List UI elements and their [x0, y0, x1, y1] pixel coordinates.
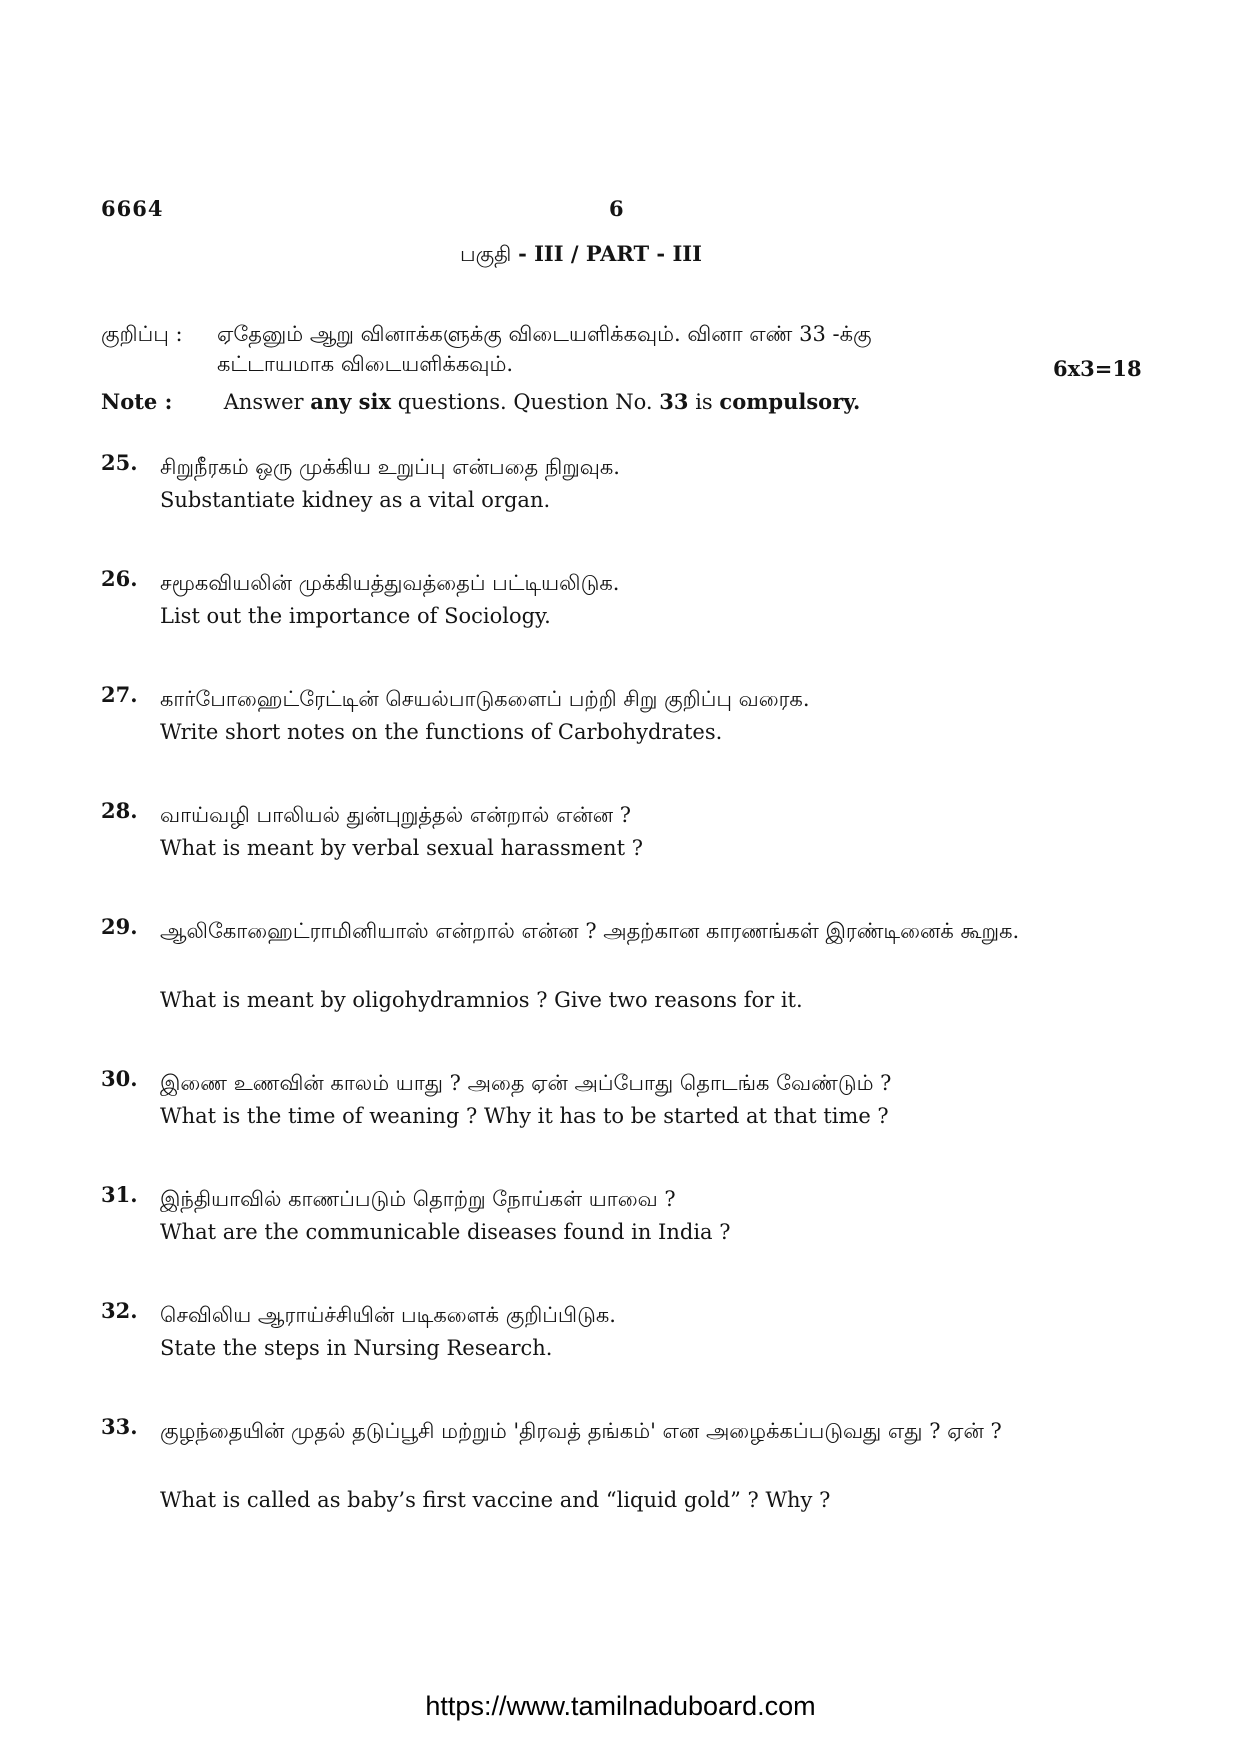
- question-english: What is meant by oligohydramnios ? Give two reasons for it.: [160, 988, 803, 1012]
- question-tamil: இணை உணவின் காலம் யாது ? அதை ஏன் அப்போது தொடங்க வேண்டும் ?: [160, 1071, 892, 1095]
- question-tamil: ஆலிகோஹைட்ராமினியாஸ் என்றால் என்ன ? அதற்கான காரணங்கள் இரண்டினைக் கூறுக.: [160, 919, 1020, 943]
- question-english: Write short notes on the functions of Carbohydrates.: [160, 720, 723, 744]
- question-english: What is meant by verbal sexual harassment ?: [160, 836, 643, 860]
- question-number: 29.: [101, 914, 138, 939]
- note-text: is: [695, 390, 713, 414]
- question-english: List out the importance of Sociology.: [160, 604, 551, 628]
- note-label: Note :: [101, 389, 173, 414]
- note-emphasis: any six: [310, 389, 392, 414]
- question-tamil: சமூகவியலின் முக்கியத்துவத்தைப் பட்டியலிடுக.: [160, 571, 620, 595]
- tamil-instruction: [101, 316, 872, 352]
- part-title-tamil: பகுதி: [460, 242, 512, 266]
- part-title: [460, 241, 702, 269]
- tamil-instruction-line1: ஏதேனும் ஆறு வினாக்களுக்கு விடையளிக்கவும். வினா எண் 33 -க்கு: [217, 322, 872, 346]
- part-title-english: - III / PART - III: [518, 241, 702, 266]
- question-number: 27.: [101, 682, 138, 707]
- question-number: 25.: [101, 450, 138, 475]
- question-tamil: இந்தியாவில் காணப்படும் தொற்று நோய்கள் யாவை ?: [160, 1187, 676, 1211]
- paper-code: 6664: [101, 196, 164, 221]
- tamil-instruction-label: குறிப்பு :: [101, 322, 183, 346]
- note-emphasis: 33: [659, 389, 689, 414]
- note-emphasis: compulsory.: [719, 389, 861, 414]
- page-number: 6: [609, 196, 624, 221]
- question-english: State the steps in Nursing Research.: [160, 1336, 553, 1360]
- footer-url: https://www.tamilnaduboard.com: [425, 1691, 816, 1721]
- question-number: 26.: [101, 566, 138, 591]
- question-english: What are the communicable diseases found in India ?: [160, 1220, 731, 1244]
- note-text: questions. Question No.: [397, 390, 653, 414]
- question-number: 28.: [101, 798, 138, 823]
- english-note: [101, 389, 860, 414]
- note-text: Answer: [223, 390, 304, 414]
- tamil-instruction-line2: கட்டாயமாக விடையளிக்கவும்.: [217, 352, 514, 376]
- question-tamil: செவிலிய ஆராய்ச்சியின் படிகளைக் குறிப்பிடுக.: [160, 1303, 616, 1327]
- marks-allocation: 6x3=18: [1053, 356, 1142, 381]
- question-english: Substantiate kidney as a vital organ.: [160, 488, 551, 512]
- question-tamil: வாய்வழி பாலியல் துன்புறுத்தல் என்றால் என்ன ?: [160, 803, 632, 827]
- question-tamil: கார்போஹைட்ரேட்டின் செயல்பாடுகளைப் பற்றி சிறு குறிப்பு வரைக.: [160, 687, 810, 711]
- question-number: 30.: [101, 1066, 138, 1091]
- question-english: What is the time of weaning ? Why it has to be started at that time ?: [160, 1104, 889, 1128]
- question-number: 32.: [101, 1298, 138, 1323]
- question-english: What is called as baby’s first vaccine and “liquid gold” ? Why ?: [160, 1488, 831, 1512]
- question-tamil: சிறுநீரகம் ஒரு முக்கிய உறுப்பு என்பதை நிறுவுக.: [160, 455, 620, 479]
- question-tamil: குழந்தையின் முதல் தடுப்பூசி மற்றும் 'திரவத் தங்கம்' என அழைக்கப்படுவது எது ? ஏன் ?: [160, 1419, 1002, 1443]
- question-number: 31.: [101, 1182, 138, 1207]
- question-number: 33.: [101, 1414, 138, 1439]
